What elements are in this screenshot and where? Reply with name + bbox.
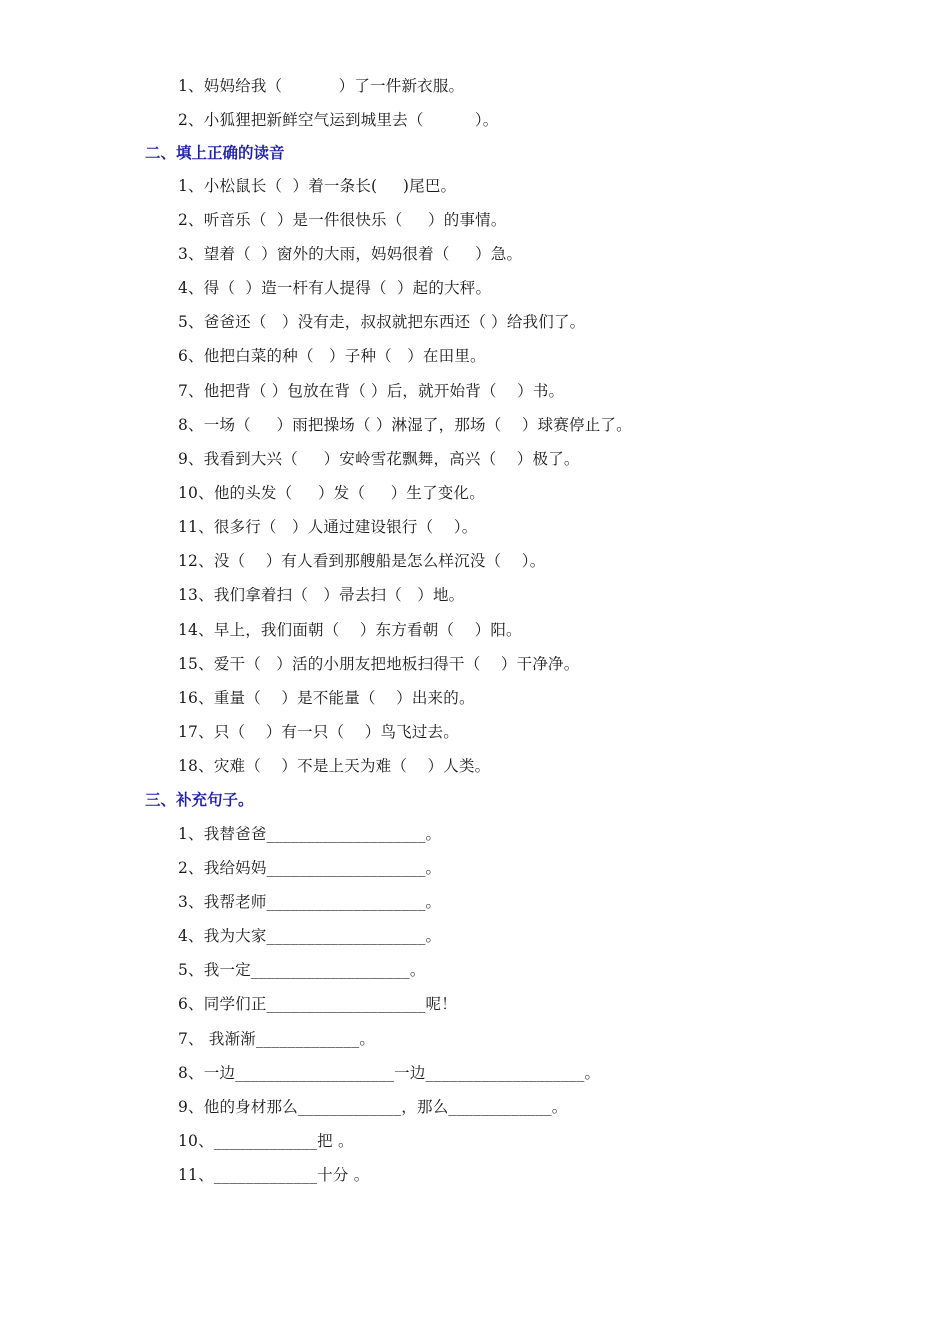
section2-item-8: 8、一场（ ）雨把操场（ ）淋湿了，那场（ ）球赛停止了。 [178, 416, 632, 434]
section1-item-2: 2、小狐狸把新鲜空气运到城里去（ ）。 [178, 111, 499, 129]
section2-item-1: 1、小松鼠长（ ）着一条长( )尾巴。 [178, 177, 457, 195]
section2-item-12: 12、没（ ）有人看到那艘船是怎么样沉没（ ）。 [178, 552, 546, 570]
section2-item-5: 5、爸爸还（ ）没有走，叔叔就把东西还（ ）给我们了。 [178, 313, 586, 331]
section2-item-10: 10、他的头发（ ）发（ ）生了变化。 [178, 484, 485, 502]
section3-heading: 三、补充句子。 [145, 791, 254, 809]
section3-item-8: 8、一边____________________一边____________________。 [178, 1064, 601, 1082]
section2-item-16: 16、重量（ ）是不能量（ ）出来的。 [178, 689, 475, 707]
section3-item-2: 2、我给妈妈____________________。 [178, 859, 442, 877]
section2-item-4: 4、得（ ）造一杆有人提得（ ）起的大秤。 [178, 279, 492, 297]
section2-item-2: 2、听音乐（ ）是一件很快乐（ ）的事情。 [178, 211, 507, 229]
section2-item-17: 17、只（ ）有一只（ ）鸟飞过去。 [178, 723, 459, 741]
section3-item-5: 5、我一定____________________。 [178, 961, 426, 979]
section2-item-6: 6、他把白菜的种（ ）子种（ ）在田里。 [178, 347, 486, 365]
section3-item-6: 6、同学们正____________________呢！ [178, 995, 457, 1013]
section1-item-1: 1、妈妈给我（ ）了一件新衣服。 [178, 77, 465, 95]
section2-item-15: 15、爱干（ ）活的小朋友把地板扫得干（ ）干净净。 [178, 655, 580, 673]
section2-heading: 二、填上正确的读音 [145, 144, 285, 162]
section2-item-7: 7、他把背（ ）包放在背（ ）后，就开始背（ ）书。 [178, 382, 565, 400]
section3-item-4: 4、我为大家____________________。 [178, 927, 442, 945]
section3-item-9: 9、他的身材那么_____________，那么_____________。 [178, 1098, 568, 1116]
section2-item-11: 11、很多行（ ）人通过建设银行（ ）。 [178, 518, 478, 536]
section3-item-7: 7、 我渐渐_____________。 [178, 1030, 376, 1048]
section2-item-9: 9、我看到大兴（ ）安岭雪花飘舞，高兴（ ）极了。 [178, 450, 580, 468]
section2-item-3: 3、望着（ ）窗外的大雨，妈妈很着（ ）急。 [178, 245, 523, 263]
section3-item-3: 3、我帮老师____________________。 [178, 893, 442, 911]
section3-item-1: 1、我替爸爸____________________。 [178, 825, 442, 843]
section3-item-10: 10、_____________把 。 [178, 1132, 354, 1150]
section2-item-13: 13、我们拿着扫（ ）帚去扫（ ）地。 [178, 586, 465, 604]
section3-item-11: 11、_____________十分 。 [178, 1166, 370, 1184]
section2-item-14: 14、早上，我们面朝（ ）东方看朝（ ）阳。 [178, 621, 522, 639]
section2-item-18: 18、灾难（ ）不是上天为难（ ）人类。 [178, 757, 491, 775]
